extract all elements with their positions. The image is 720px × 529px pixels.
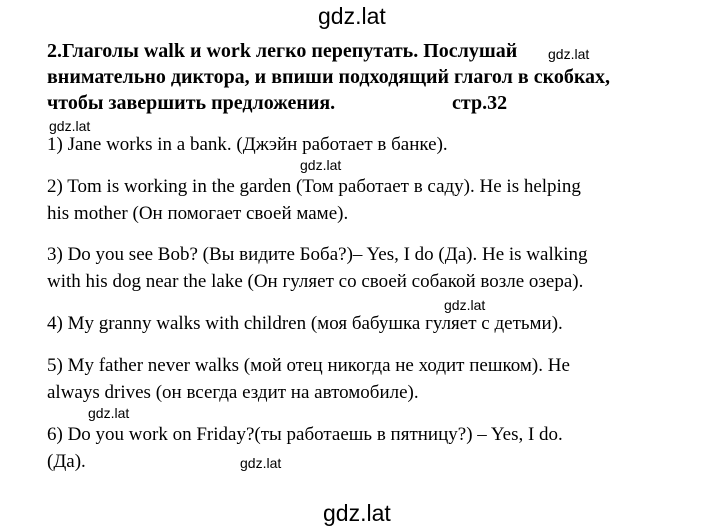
watermark-small: gdz.lat [49, 118, 91, 134]
answer-line: his mother (Он помогает своей маме). [47, 203, 349, 224]
task-heading-line: 2.Глаголы walk и work легко перепутать. Послушай [47, 40, 518, 62]
answer-line: always drives (он всегда ездит на автомобиле). [47, 382, 419, 403]
watermark-small: gdz.lat [88, 405, 130, 421]
task-heading [47, 38, 667, 116]
page-reference: стр.32 [452, 92, 508, 114]
answer-line: 3) Do you see Bob? (Вы видите Боба?)– Yes, I do (Да). He is walking [47, 244, 588, 265]
answer-line: 6) Do you work on Friday?(ты работаешь в пятницу?) – Yes, I do. [47, 424, 563, 445]
answer-item [47, 310, 563, 337]
answer-line: with his dog near the lake (Он гуляет со своей собакой возле озера). [47, 271, 584, 292]
task-heading-line: чтобы завершить предложения. [47, 92, 336, 114]
answer-line: 4) My granny walks with children (моя бабушка гуляет с детьми). [47, 313, 563, 334]
answer-line: 5) My father never walks (мой отец никогда не ходит пешком). He [47, 355, 570, 376]
answer-item [47, 241, 588, 295]
watermark-small: gdz.lat [240, 455, 282, 471]
answer-item [47, 421, 563, 475]
answer-item [47, 352, 570, 406]
answer-line: (Да). [47, 451, 86, 472]
watermark-small: gdz.lat [444, 297, 486, 313]
answer-item [47, 131, 448, 158]
watermark-bottom: gdz.lat [323, 500, 391, 526]
watermark-small: gdz.lat [300, 157, 342, 173]
answer-line: 2) Tom is working in the garden (Том работает в саду). He is helping [47, 176, 581, 197]
answer-line: 1) Jane works in a bank. (Джэйн работает в банке). [47, 134, 448, 155]
watermark-small: gdz.lat [548, 46, 590, 62]
watermark-top: gdz.lat [318, 3, 386, 29]
answer-item [47, 173, 581, 227]
task-heading-line: внимательно диктора, и впиши подходящий глагол в скобках, [47, 66, 611, 88]
